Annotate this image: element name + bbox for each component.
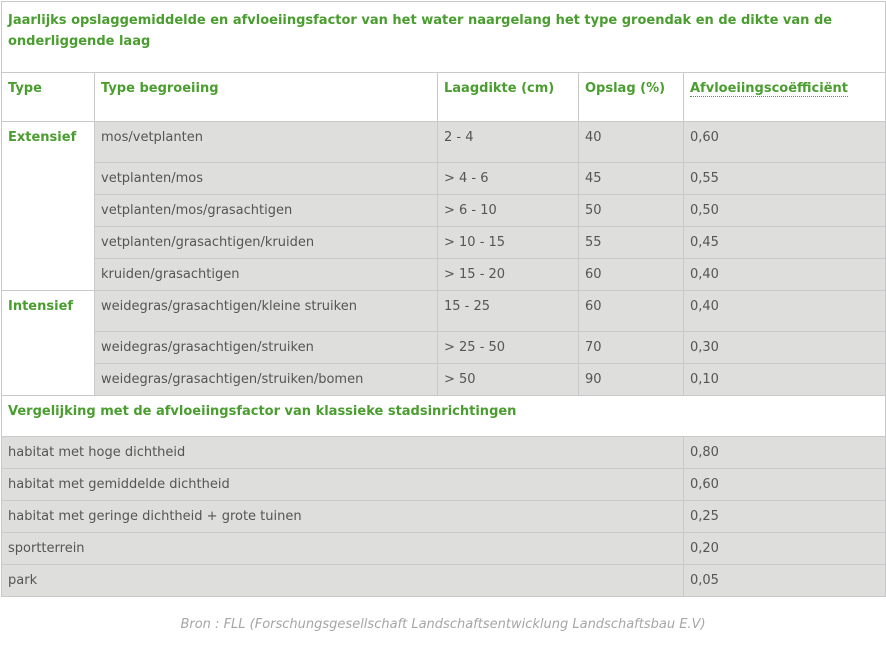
comparison-row bbox=[2, 501, 886, 533]
layer-thickness-cell: > 6 - 10 bbox=[438, 195, 579, 227]
runoff-coefficient-cell: 0,05 bbox=[684, 565, 886, 597]
runoff-coefficient-cell: 0,40 bbox=[684, 291, 886, 332]
table-row bbox=[2, 259, 886, 291]
table-row bbox=[2, 332, 886, 364]
roof-type-cell: Intensief bbox=[2, 291, 95, 396]
vegetation-cell: mos/vetplanten bbox=[95, 122, 438, 163]
runoff-coefficient-cell: 0,40 bbox=[684, 259, 886, 291]
habitat-label-cell: habitat met geringe dichtheid + grote tuinen bbox=[2, 501, 684, 533]
runoff-coefficient-cell: 0,55 bbox=[684, 163, 886, 195]
comparison-title: Vergelijking met de afvloeiingsfactor van klassieke stadsinrichtingen bbox=[2, 396, 886, 437]
header-storage: Opslag (%) bbox=[579, 73, 684, 122]
storage-cell: 40 bbox=[579, 122, 684, 163]
table-row bbox=[2, 364, 886, 396]
runoff-coefficient-cell: 0,60 bbox=[684, 469, 886, 501]
table-body bbox=[2, 2, 886, 597]
comparison-row bbox=[2, 437, 886, 469]
storage-cell: 45 bbox=[579, 163, 684, 195]
table-caption-row bbox=[2, 2, 886, 73]
storage-cell: 90 bbox=[579, 364, 684, 396]
runoff-coefficient-cell: 0,50 bbox=[684, 195, 886, 227]
vegetation-cell: weidegras/grasachtigen/kleine struiken bbox=[95, 291, 438, 332]
layer-thickness-cell: 2 - 4 bbox=[438, 122, 579, 163]
storage-cell: 70 bbox=[579, 332, 684, 364]
vegetation-cell: weidegras/grasachtigen/struiken/bomen bbox=[95, 364, 438, 396]
header-vegetation: Type begroeiing bbox=[95, 73, 438, 122]
layer-thickness-cell: > 25 - 50 bbox=[438, 332, 579, 364]
vegetation-cell: vetplanten/mos bbox=[95, 163, 438, 195]
header-row bbox=[2, 73, 886, 122]
source-note: Bron : FLL (Forschungsgesellschaft Landschaftsentwicklung Landschaftsbau E.V) bbox=[180, 617, 706, 632]
runoff-coefficient-cell: 0,60 bbox=[684, 122, 886, 163]
table-title: Jaarlijks opslaggemiddelde en afvloeiingsfactor van het water naargelang het type groendak en de dikte van de onderliggende laag bbox=[2, 2, 886, 73]
header-type: Type bbox=[2, 73, 95, 122]
header-layer-thickness: Laagdikte (cm) bbox=[438, 73, 579, 122]
runoff-coefficient-cell: 0,10 bbox=[684, 364, 886, 396]
green-roof-table bbox=[1, 1, 886, 597]
table-row bbox=[2, 291, 886, 332]
vegetation-cell: vetplanten/mos/grasachtigen bbox=[95, 195, 438, 227]
roof-type-cell: Extensief bbox=[2, 122, 95, 291]
header-runoff-coefficient[interactable] bbox=[684, 73, 886, 122]
storage-cell: 60 bbox=[579, 259, 684, 291]
table-row bbox=[2, 195, 886, 227]
comparison-row bbox=[2, 533, 886, 565]
vegetation-cell: vetplanten/grasachtigen/kruiden bbox=[95, 227, 438, 259]
comparison-header-row bbox=[2, 396, 886, 437]
layer-thickness-cell: > 4 - 6 bbox=[438, 163, 579, 195]
table-row bbox=[2, 122, 886, 163]
storage-cell: 60 bbox=[579, 291, 684, 332]
runoff-coefficient-cell: 0,45 bbox=[684, 227, 886, 259]
habitat-label-cell: habitat met hoge dichtheid bbox=[2, 437, 684, 469]
layer-thickness-cell: > 10 - 15 bbox=[438, 227, 579, 259]
runoff-coefficient-cell: 0,20 bbox=[684, 533, 886, 565]
storage-cell: 55 bbox=[579, 227, 684, 259]
habitat-label-cell: sportterrein bbox=[2, 533, 684, 565]
comparison-row bbox=[2, 565, 886, 597]
habitat-label-cell: habitat met gemiddelde dichtheid bbox=[2, 469, 684, 501]
table-row bbox=[2, 163, 886, 195]
layer-thickness-cell: > 15 - 20 bbox=[438, 259, 579, 291]
layer-thickness-cell: > 50 bbox=[438, 364, 579, 396]
runoff-coefficient-cell: 0,30 bbox=[684, 332, 886, 364]
layer-thickness-cell: 15 - 25 bbox=[438, 291, 579, 332]
runoff-coefficient-cell: 0,80 bbox=[684, 437, 886, 469]
runoff-coefficient-cell: 0,25 bbox=[684, 501, 886, 533]
storage-cell: 50 bbox=[579, 195, 684, 227]
comparison-row bbox=[2, 469, 886, 501]
habitat-label-cell: park bbox=[2, 565, 684, 597]
vegetation-cell: kruiden/grasachtigen bbox=[95, 259, 438, 291]
vegetation-cell: weidegras/grasachtigen/struiken bbox=[95, 332, 438, 364]
table-row bbox=[2, 227, 886, 259]
runoff-abbr[interactable]: Afvloeiingscoëfficiënt bbox=[690, 81, 849, 96]
